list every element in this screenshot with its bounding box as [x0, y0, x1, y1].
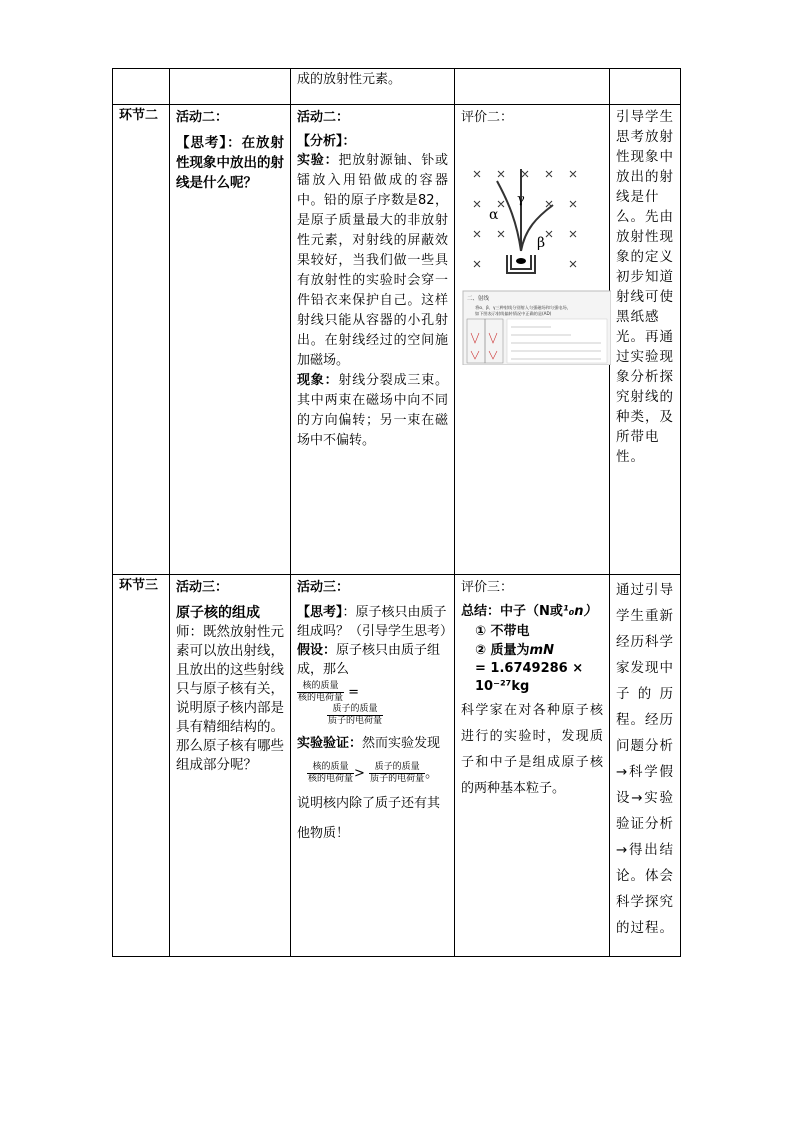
cell-eval	[455, 575, 610, 957]
alpha-label: α	[489, 207, 499, 223]
phenomenon-text: 现象：射线分裂成三束。其中两束在磁场中向不同的方向偏转；另一束在磁场中不偏转。	[297, 373, 448, 448]
eval-title: 评价二：	[461, 110, 514, 125]
nucleus-ratio-2: $\frac{\text{核的质量}}{\text{核的电荷量}}$	[308, 762, 354, 784]
cell-eval	[455, 69, 610, 105]
magnetic-field-diagram	[461, 133, 611, 365]
cell-activity	[170, 575, 291, 957]
property-mass: ② 质量为mN = 1.6749286 × 10⁻²⁷kg	[475, 643, 584, 694]
cell-analysis	[291, 105, 455, 575]
think-title: 活动三：	[297, 580, 350, 595]
activity-body: 师：既然放射性元素可以放出射线，且放出的这些射线只与原子核有关，说明原子核内部是具有精细结构的。那么原子核有哪些组成部分呢？	[176, 624, 284, 773]
hypothesis-equation: $\frac{\text{核的质量}}{\text{核的电荷量}}$ = $\frac{\text{质子的质量}}{\text{质子的电荷量}}$	[298, 681, 383, 726]
svg-text:如下图表示射线偏转情况中正确的是(AD): 如下图表示射线偏转情况中正确的是(AD)	[475, 311, 552, 316]
activity-heading: 原子核的组成	[176, 605, 260, 621]
proton-ratio: $\frac{\text{质子的质量}}{\text{质子的电荷量}}$	[328, 704, 383, 726]
gamma-label: γ	[517, 192, 525, 207]
activity-title: 活动三：	[176, 580, 229, 595]
activity-body: 【思考】：在放射性现象中放出的射线是什么呢？	[176, 135, 284, 191]
hypothesis-text: 假设：原子核只由质子组成，那么	[297, 643, 441, 677]
think-text: 【思考】：原子核只由质子组成吗？（引导学生思考）	[297, 605, 454, 639]
verification-text: 实验验证：然而实验发现 $\frac{\text{核的质量}}{\text{核的电荷量}}$ > $\frac{\text{质子的质量}}{\text{质子的电荷量}}$ 。说明核内除了质子还有其他物质！	[297, 736, 441, 841]
exercise-inset	[463, 291, 611, 365]
cell-activity	[170, 69, 291, 105]
experiment-text: 实验：把放射源铀、钋或镭放入用铅做成的容器中。铅的原子序数是82，是原子质量最大的非放射性元素，对射线的屏蔽效果较好，当我们做一些具有放射性的实验时会穿一件铅衣来保护自己。这样射线只能从容器的小孔射出。在射线经过的空间施加磁场。	[297, 153, 448, 368]
nucleus-ratio: $\frac{\text{核的质量}}{\text{核的电荷量}}$	[298, 681, 344, 703]
stage-label: 环节二	[113, 105, 170, 575]
cell-guide	[610, 105, 681, 575]
cell-analysis	[291, 575, 455, 957]
lesson-plan-table	[112, 68, 681, 957]
radiation-figure	[461, 133, 611, 365]
cell-guide	[610, 575, 681, 957]
svg-text:将α、β、γ三种射线分别射入匀强磁场和匀强电场，: 将α、β、γ三种射线分别射入匀强磁场和匀强电场，	[475, 305, 571, 310]
cell-guide	[610, 69, 681, 105]
summary-text: 总结：中子（N或¹₀n）	[461, 604, 597, 619]
stage-label: 环节三	[113, 575, 170, 957]
table-row	[113, 69, 681, 105]
neutron-properties	[475, 623, 603, 696]
svg-text:二、射线: 二、射线	[467, 296, 490, 302]
analysis-title: 活动二：	[297, 110, 350, 125]
cell-analysis	[291, 69, 455, 105]
beta-label: β	[537, 235, 546, 251]
guide-text: 通过引导学生重新经历科学家发现中子的历程。经历问题分析→科学假设→实验验证分析→得出结论。体会科学探究的过程。	[616, 582, 674, 936]
table-row	[113, 575, 681, 957]
table-row	[113, 105, 681, 575]
cell-activity	[170, 105, 291, 575]
guide-text: 引导学生思考放射性现象中放出的射线是什么。先由放射性现象的定义初步知道射线可使黑纸感光。再通过实验现象分析探究射线的种类，及所带电性。	[616, 109, 674, 465]
property-charge: ① 不带电	[475, 624, 530, 639]
continuation-text: 成的放射性元素。	[297, 72, 402, 87]
eval-title: 评价三：	[461, 580, 514, 595]
eval-body: 科学家在对各种原子核进行的实验时，发现质子和中子是组成原子核的两种基本粒子。	[461, 703, 603, 796]
cell-eval	[455, 105, 610, 575]
activity-title: 活动二：	[176, 110, 229, 125]
cell-stage	[113, 69, 170, 105]
analysis-label: 【分析】：	[297, 134, 356, 149]
proton-ratio-2: $\frac{\text{质子的质量}}{\text{质子的电荷量}}$	[370, 762, 425, 784]
